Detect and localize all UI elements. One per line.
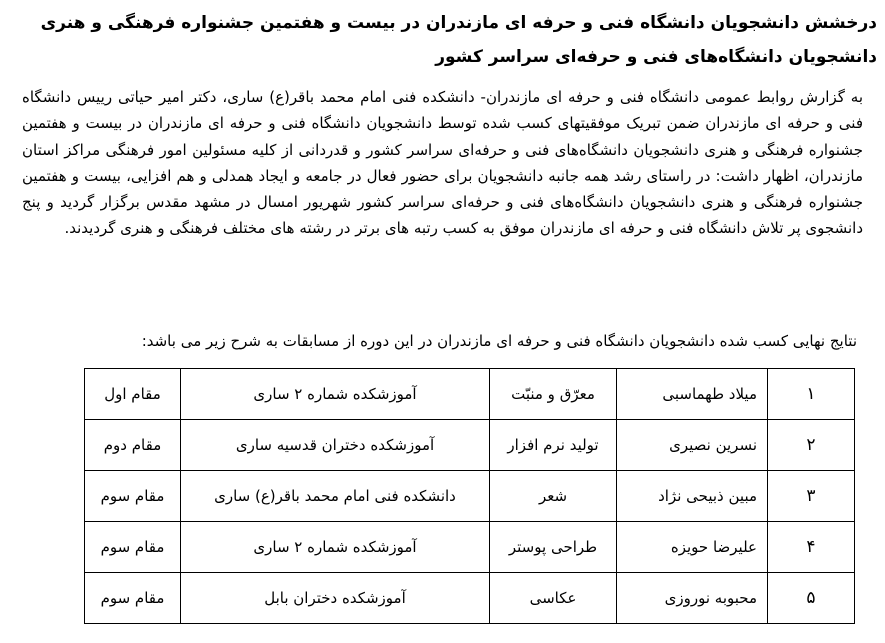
place-cell: مقام سوم [85, 471, 181, 522]
school-cell: آموزشکده دختران قدسیه ساری [181, 420, 490, 471]
field-cell: طراحی پوستر [490, 522, 617, 573]
student-name-cell: علیرضا حویزه [617, 522, 768, 573]
results-intro: نتایج نهایی کسب شده دانشجویان دانشگاه فنی و حرفه ای مازندران در این دوره از مسابقات به شرح زیر می باشد: [141, 332, 857, 350]
school-cell: آموزشکده دختران بابل [181, 573, 490, 624]
student-name-cell: مبین ذبیحی نژاد [617, 471, 768, 522]
student-name-cell: نسرین نصیری [617, 420, 768, 471]
results-table [84, 368, 855, 624]
field-cell: تولید نرم افزار [490, 420, 617, 471]
place-cell: مقام سوم [85, 522, 181, 573]
article-title: درخشش دانشجویان دانشگاه فنی و حرفه ای مازندران در بیست و هفتمین جشنواره فرهنگی و هنری دانشجویان دانشگاه‌های فنی و حرفه‌ای سراسر کشور [40, 13, 877, 67]
rank-cell: ۴ [768, 522, 855, 573]
field-cell: معرّق و منبّت [490, 369, 617, 420]
field-cell: عکاسی [490, 573, 617, 624]
table-row [85, 420, 855, 471]
place-cell: مقام اول [85, 369, 181, 420]
table-row [85, 369, 855, 420]
student-name-cell: میلاد طهماسبی [617, 369, 768, 420]
table-row [85, 573, 855, 624]
rank-cell: ۱ [768, 369, 855, 420]
place-cell: مقام دوم [85, 420, 181, 471]
rank-cell: ۲ [768, 420, 855, 471]
school-cell: آموزشکده شماره ۲ ساری [181, 522, 490, 573]
student-name-cell: محبوبه نوروزی [617, 573, 768, 624]
rank-cell: ۵ [768, 573, 855, 624]
school-cell: دانشکده فنی امام محمد باقر(ع) ساری [181, 471, 490, 522]
place-cell: مقام سوم [85, 573, 181, 624]
rank-cell: ۳ [768, 471, 855, 522]
school-cell: آموزشکده شماره ۲ ساری [181, 369, 490, 420]
table-row [85, 522, 855, 573]
field-cell: شعر [490, 471, 617, 522]
table-row [85, 471, 855, 522]
article-body: به گزارش روابط عمومی دانشگاه فنی و حرفه ای مازندران- دانشکده فنی امام محمد باقر(ع) ساری، دکتر امیر حیاتی رییس دانشگاه فنی و حرفه ای مازندران ضمن تبریک موفقیتهای کسب شده توسط دانشجویان دانشگاه فنی و حرفه ای مازندران در بیست و هفتمین جشنواره فرهنگی و هنری دانشجویان دانشگاه‌های فنی و حرفه‌ای سراسر کشور و قدردانی از کلیه مسئولین امور فرهنگی مراکز استان مازندران، اظهار داشت: در راستای رشد همه جانبه دانشجویان برای حضور فعال در جامعه و ایجاد همدلی و هم افزایی، بیست و هفتمین جشنواره فرهنگی و هنری دانشجویان دانشگاه‌های فنی و حرفه‌ای سراسر کشور شهریور امسال در مشهد مقدس برگزار گردید و پنج دانشجوی پر تلاش دانشگاه فنی و حرفه ای مازندران موفق به کسب رتبه های برتر در رشته های مختلف فرهنگی و هنری گردیدند. [22, 88, 863, 238]
